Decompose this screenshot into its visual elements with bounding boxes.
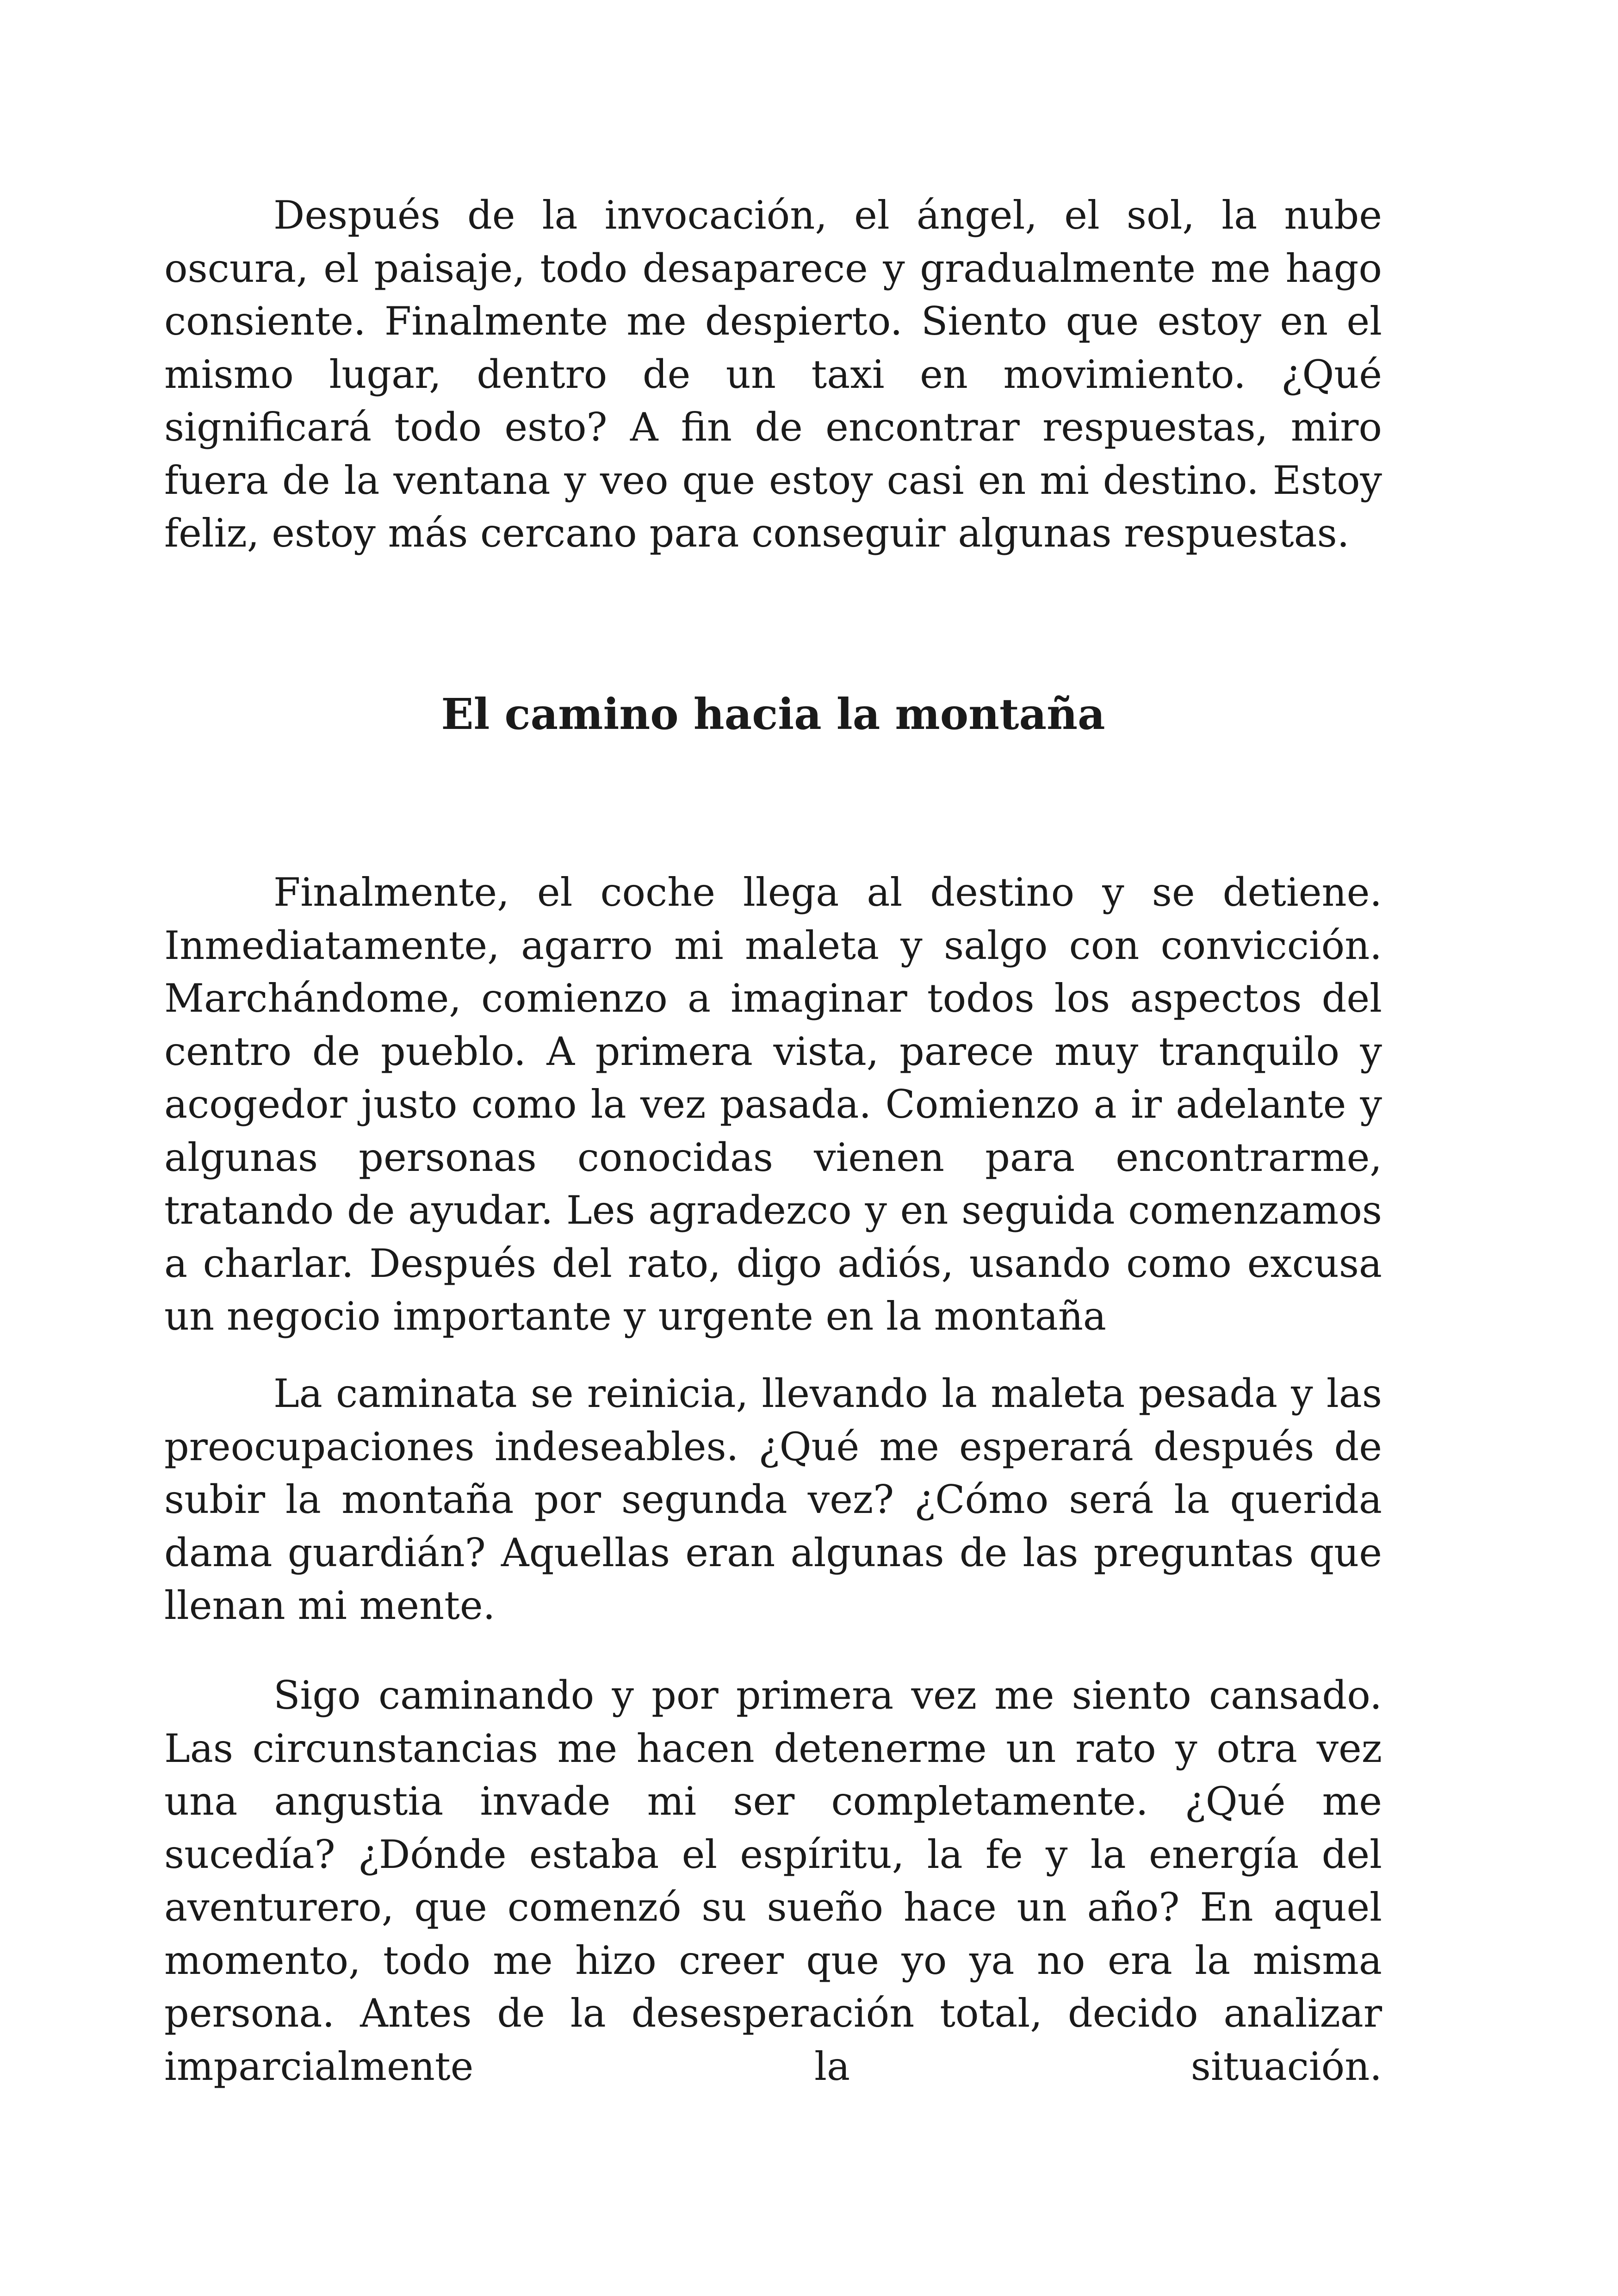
paragraph-3-text: La caminata se reinicia, llevando la maleta pesada y las preocupaciones indeseables. ¿Qué me esperará después de subir la montaña por segunda vez? ¿Cómo será la querida dama guardián? Aquellas eran algunas de las preguntas que llenan mi mente. <box>164 1371 1382 1628</box>
paragraph-2 <box>164 866 1382 1343</box>
paragraph-1 <box>164 189 1382 560</box>
paragraph-1-text: Después de la invocación, el ángel, el sol, la nube oscura, el paisaje, todo desaparece y gradualmente me hago consiente. Finalmente me despierto. Siento que estoy en el mismo lugar, dentro de un taxi en movimiento. ¿Qué significará todo esto? A fin de encontrar respuestas, miro fuera de la ventana y veo que estoy casi en mi destino. Estoy feliz, estoy más cercano para conseguir algunas respuestas. <box>164 193 1382 556</box>
paragraph-4 <box>164 1669 1382 2093</box>
paragraph-3 <box>164 1367 1382 1632</box>
paragraph-4-text: Sigo caminando y por primera vez me siento cansado. Las circunstancias me hacen detenerme un rato y otra vez una angustia invade mi ser completamente. ¿Qué me sucedía? ¿Dónde estaba el espíritu, la fe y la energía del aventurero, que comenzó su sueño hace un año? En aquel momento, todo me hizo creer que yo ya no era la misma persona. Antes de la desesperación total, decido analizar imparcialmente la situación. <box>164 1673 1382 2089</box>
paragraph-2-text: Finalmente, el coche llega al destino y se detiene. Inmediatamente, agarro mi maleta y salgo con convicción. Marchándome, comienzo a imaginar todos los aspectos del centro de pueblo. A primera vista, parece muy tranquilo y acogedor justo como la vez pasada. Comienzo a ir adelante y algunas personas conocidas vienen para encontrarme, tratando de ayudar. Les agradezco y en seguida comenzamos a charlar. Después del rato, digo adiós, usando como excusa un negocio importante y urgente en la montaña <box>164 870 1382 1339</box>
section-heading: El camino hacia la montaña <box>441 689 1105 739</box>
